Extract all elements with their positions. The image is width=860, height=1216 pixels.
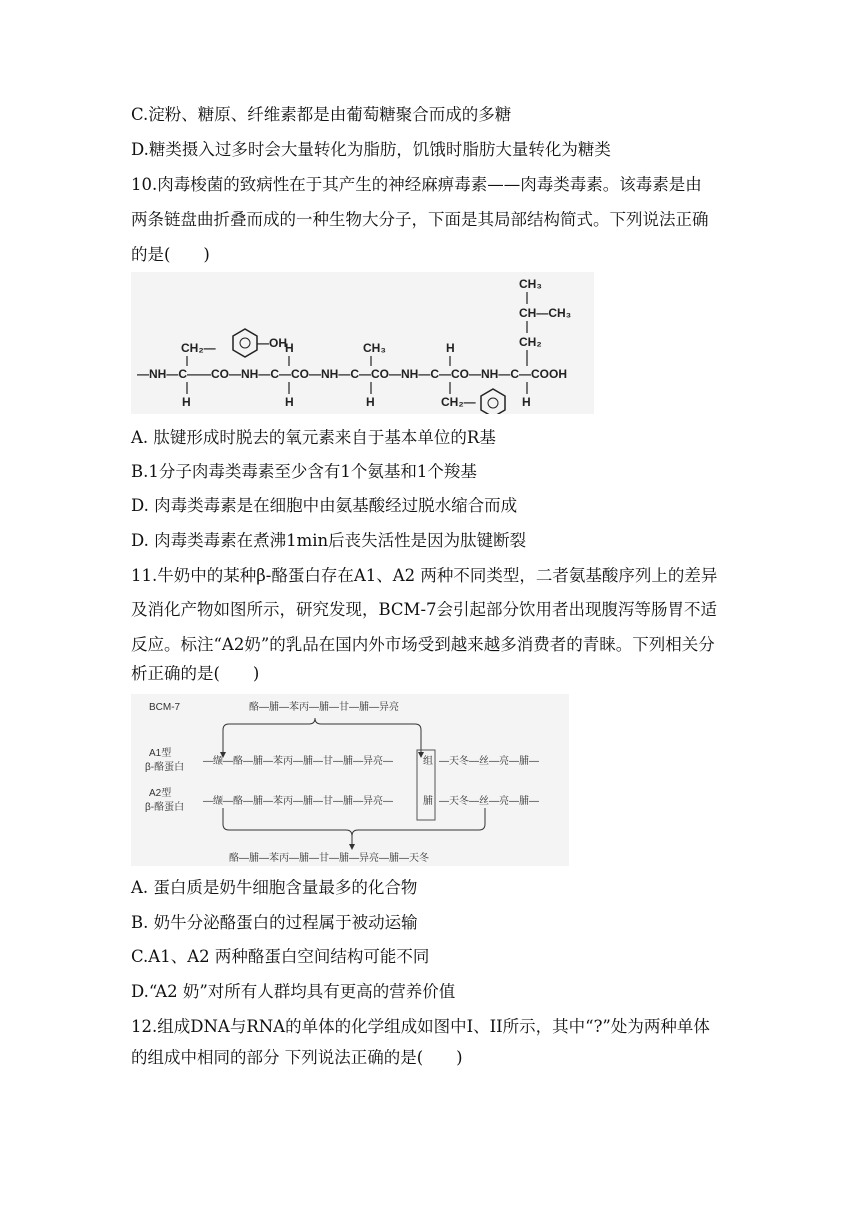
question-12-line-1: 12.组成DNA与RNA的单体的化学组成如图中I、II所示，其中“?”处为两种单体 [131,1017,710,1036]
option-d-q9: D.糖类摄入过多时会大量转化为脂肪，饥饿时脂肪大量转化为糖类 [131,140,611,159]
option-a-q10: A. 肽键形成时脱去的氧元素来自于基本单位的R基 [131,428,496,447]
h-label-2b: H [285,395,294,409]
option-b-q11: B. 奶牛分泌酪蛋白的过程属于被动运输 [131,913,418,932]
question-12-line-2: 的组成中相同的部分 下列说法正确的是( ) [131,1048,463,1067]
a2-sequence: —缬—酪—脯—苯丙—脯—甘—脯—异亮— [203,796,393,807]
h-label-4: H [446,341,455,355]
ch2-label-4: CH₂— [441,395,476,409]
option-a-q11: A. 蛋白质是奶牛细胞含量最多的化合物 [131,878,418,897]
option-c-q11: C.A1、A2 两种酪蛋白空间结构可能不同 [131,947,430,966]
a2-label-2: β-酪蛋白 [145,802,185,813]
option-c-q10: D. 肉毒类毒素是在细胞中由氨基酸经过脱水缩合而成 [131,496,518,515]
a2-tail: —天冬—丝—亮—脯— [439,796,539,807]
a2-label-1: A2型 [149,788,172,799]
oh-label: —OH [257,336,287,350]
casein-sequence-figure [131,694,569,866]
a1-label-2: β-酪蛋白 [145,762,185,773]
ch2-label-5: CH₂ [519,335,542,349]
a1-tail: —天冬—丝—亮—脯— [439,756,539,767]
question-10-line-2: 两条链盘曲折叠而成的一种生物大分子，下面是其局部结构简式。下列说法正确 [131,210,709,229]
peptide-main-chain: —NH—C——CO—NH—C—CO—NH—C—CO—NH—C—CO—NH—C—COOH [137,367,567,381]
option-c-q9: C.淀粉、糖原、纤维素都是由葡萄糖聚合而成的多糖 [131,105,512,124]
h-label-2a: H [285,341,294,355]
bcm7-label: BCM-7 [149,702,181,713]
question-11-line-2: 及消化产物如图所示，研究发现，BCM-7会引起部分饮用者出现腹泻等肠胃不适 [131,600,718,619]
ch3-label-3: CH₃ [363,341,386,355]
bottom-sequence: 酪—脯—苯丙—脯—甘—脯—异亮—脯—天冬 [229,853,429,864]
option-b-q10: B.1分子肉毒类毒素至少含有1个氨基和1个羧基 [131,462,477,481]
question-10-line-3: 的是( ) [131,245,210,264]
a1-variant-residue: 组 [423,756,433,767]
a1-sequence: —缬—酪—脯—苯丙—脯—甘—脯—异亮— [203,756,393,767]
h-label-1: H [182,395,191,409]
a1-label-1: A1型 [149,748,172,759]
question-11-line-1: 11.牛奶中的某种β-酪蛋白存在A1、A2 两种不同类型，二者氨基酸序列上的差异 [131,566,718,585]
option-d-q11: D.“A2 奶”对所有人群均具有更高的营养价值 [131,982,456,1001]
a2-variant-residue: 脯 [423,796,433,807]
ch-label: CH—CH₃ [519,306,572,320]
option-d-q10: D. 肉毒类毒素在煮沸1min后丧失活性是因为肽键断裂 [131,531,527,550]
question-11-line-4: 析正确的是( ) [131,664,260,683]
peptide-structure-figure [131,272,594,414]
question-10-line-1: 10.肉毒梭菌的致病性在于其产生的神经麻痹毒素——肉毒类毒素。该毒素是由 [131,175,702,194]
h-label-5: H [522,395,531,409]
bcm7-sequence: 酪—脯—苯丙—脯—甘—脯—异亮 [249,702,399,713]
h-label-3: H [366,395,375,409]
ch3-label-top: CH₃ [519,277,542,291]
r1-label: CH₂— [181,341,216,355]
question-11-line-3: 反应。标注“A2奶”的乳品在国内外市场受到越来越多消费者的青睐。下列相关分 [131,635,715,654]
